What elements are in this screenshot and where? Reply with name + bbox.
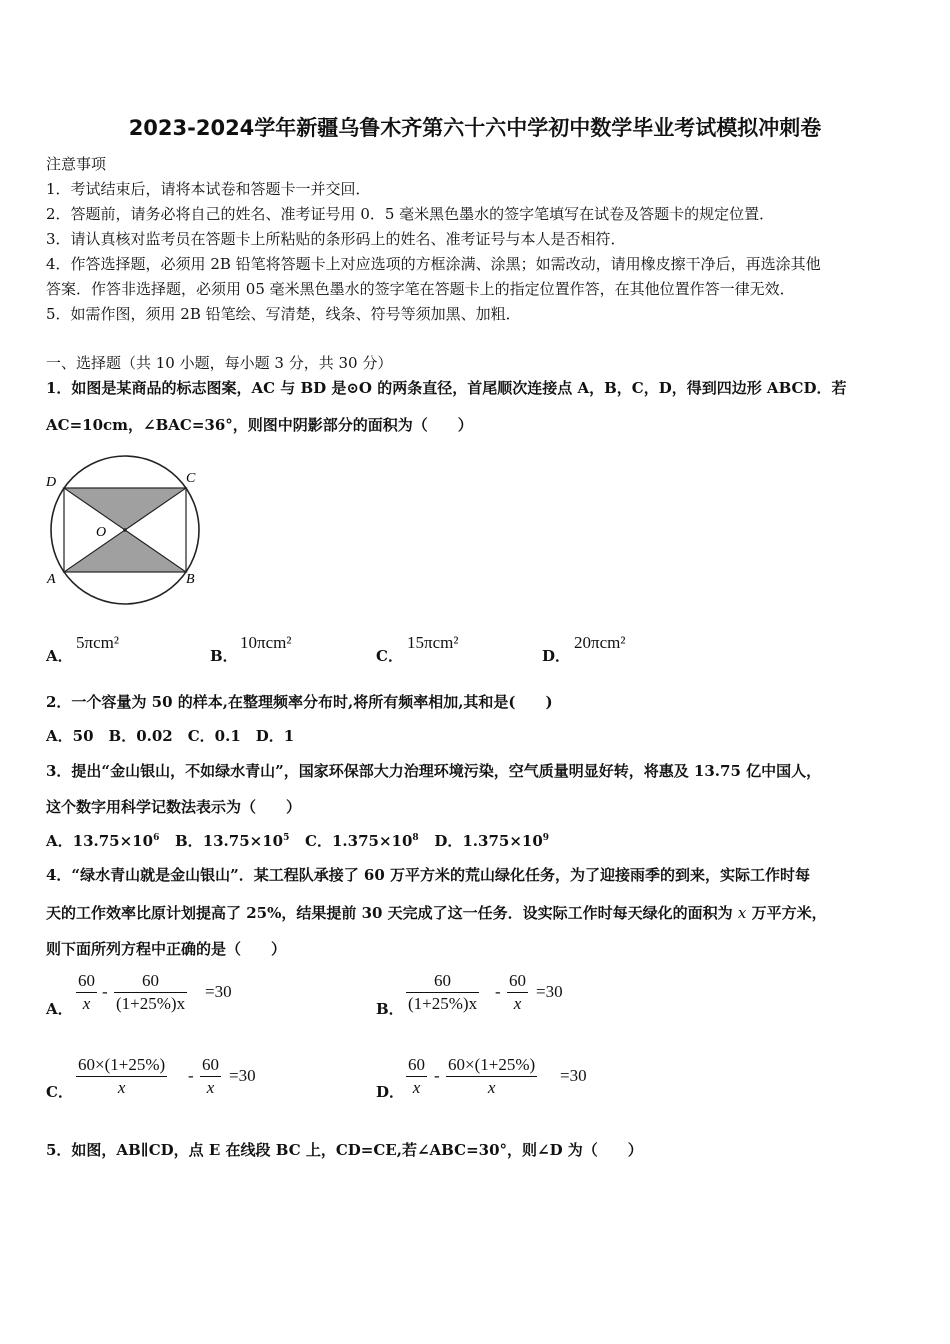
q4-b-f1-num: 60 — [434, 971, 452, 990]
q4-option-a-label: A． — [46, 1000, 73, 1018]
q3-option-b-exp: 5 — [283, 833, 290, 843]
q4-b-fraction2 — [507, 970, 528, 1015]
q1-option-b-label: B． — [210, 647, 238, 665]
notice-item-2: 2．答题前，请务必将自己的姓名、准考证号用 0．5 毫米黑色墨水的签字笔填写在试卷及答题卡的规定位置． — [46, 205, 775, 223]
q1-option-b-value: 10πcm² — [240, 633, 292, 652]
label-c: C — [186, 471, 196, 486]
q4-text-line3: 则下面所列方程中正确的是（ ） — [46, 940, 287, 958]
q3-option-d-label: D． — [434, 832, 463, 850]
q1-text-line1: 1．如图是某商品的标志图案，AC 与 BD 是⊙O 的两条直径，首尾顺次连接点 A，B，C，D，得到四边形 ABCD．若 — [46, 379, 847, 397]
q4-d-minus: - — [434, 1066, 440, 1085]
q3-option-d-exp: 9 — [542, 833, 550, 843]
q4-b-rhs: =30 — [536, 982, 563, 1001]
q4-a-f1-num: 60 — [78, 971, 95, 990]
q4-d-f2-den: x — [487, 1078, 496, 1097]
q4-c-f1-den: x — [117, 1078, 126, 1097]
q4-c-f2-num: 60 — [202, 1055, 219, 1074]
q3-option-a-exp: 6 — [153, 833, 160, 843]
q3-option-c-label: C． — [305, 832, 332, 850]
q4-a-f2-den: (1+25%)x — [116, 994, 186, 1013]
q1-option-c-value: 15πcm² — [407, 633, 459, 652]
q4-text-line2-b: 万平方米， — [751, 904, 827, 922]
q4-c-fraction2 — [200, 1054, 221, 1099]
q3-option-d-base: 1.375×10 — [462, 832, 543, 850]
q4-d-f1-den: x — [412, 1078, 421, 1097]
q1-option-a-label: A． — [46, 647, 73, 665]
q4-c-f2-den: x — [206, 1078, 215, 1097]
q2-text: 2．一个容量为 50 的样本,在整理频率分布时,将所有频率相加,其和是( ) — [46, 693, 553, 711]
notice-item-4-cont: 答案．作答非选择题，必须用 05 毫米黑色墨水的签字笔在答题卡上的指定位置作答，在其他位置作答一律无效． — [46, 280, 795, 298]
q4-d-rhs: =30 — [560, 1066, 587, 1085]
notice-heading: 注意事项 — [46, 155, 107, 173]
q4-variable-x: x — [737, 904, 747, 922]
notice-item-4: 4．作答选择题，必须用 2B 铅笔将答题卡上对应选项的方框涂满、涂黑；如需改动，请用橡皮擦干净后，再选涂其他 — [46, 255, 821, 273]
q4-a-fraction2 — [114, 970, 187, 1015]
q4-c-fraction1 — [76, 1054, 167, 1099]
q4-b-f2-num: 60 — [509, 971, 526, 990]
q3-option-c-base: 1.375×10 — [332, 832, 413, 850]
q4-c-f1-num: 60×(1+25%) — [78, 1055, 166, 1074]
q1-option-d-value: 20πcm² — [574, 633, 626, 652]
q4-c-rhs: =30 — [229, 1066, 256, 1085]
q4-text-line2-a: 天的工作效率比原计划提高了 25%，结果提前 30 天完成了这一任务．设实际工作时每天绿化的面积为 — [46, 904, 733, 922]
q3-text-line1: 3．提出“金山银山，不如绿水青山”，国家环保部大力治理环境污染，空气质量明显好转，将惠及 13.75 亿中国人， — [46, 762, 822, 780]
q3-text-line2: 这个数字用科学记数法表示为（ ） — [46, 798, 302, 816]
q3-option-a-base: 13.75×10 — [72, 832, 154, 850]
notice-item-1: 1．考试结束后，请将本试卷和答题卡一并交回． — [46, 180, 371, 198]
q3-option-b-label: B． — [175, 832, 203, 850]
q4-d-f1-num: 60 — [408, 1055, 425, 1074]
q4-b-minus: - — [495, 982, 501, 1001]
q4-a-fraction1 — [76, 970, 97, 1015]
q4-c-minus: - — [188, 1066, 194, 1085]
q4-b-fraction1 — [406, 970, 479, 1015]
q4-text-line1: 4．“绿水青山就是金山银山”．某工程队承接了 60 万平方米的荒山绿化任务，为了迎接雨季的到来，实际工作时每 — [46, 866, 811, 884]
label-o: O — [96, 525, 107, 540]
page-title: 2023-2024学年新疆乌鲁木齐第六十六中学初中数学毕业考试模拟冲刺卷 — [128, 116, 822, 140]
q1-option-d-label: D． — [542, 647, 571, 665]
q3-option-b-base: 13.75×10 — [202, 832, 284, 850]
q4-a-f2-num: 60 — [142, 971, 160, 990]
q1-option-a-value: 5πcm² — [76, 633, 119, 652]
q4-option-d-label: D． — [376, 1083, 405, 1101]
q3-options — [46, 830, 549, 851]
shaded-triangle-top — [64, 488, 186, 530]
q4-a-f1-den: x — [82, 994, 91, 1013]
label-d: D — [46, 475, 57, 490]
q4-d-fraction1 — [406, 1054, 427, 1099]
q3-option-a-label: A． — [46, 832, 73, 850]
q4-a-rhs: =30 — [205, 982, 232, 1001]
q4-d-fraction2 — [446, 1054, 537, 1099]
q4-a-minus: - — [102, 982, 108, 1001]
q1-figure — [40, 450, 215, 615]
q3-option-c-exp: 8 — [412, 833, 419, 843]
q1-text-line2: AC=10cm，∠BAC=36°，则图中阴影部分的面积为（ ） — [46, 416, 473, 434]
q4-b-f1-den: (1+25%)x — [408, 994, 478, 1013]
q4-b-f2-den: x — [513, 994, 522, 1013]
notice-item-3: 3．请认真核对监考员在答题卡上所粘贴的条形码上的姓名、准考证号与本人是否相符． — [46, 230, 626, 248]
q1-option-c-label: C． — [376, 647, 403, 665]
section-heading: 一、选择题（共 10 小题，每小题 3 分，共 30 分） — [46, 354, 393, 372]
q5-text: 5．如图，AB∥CD，点 E 在线段 BC 上，CD=CE,若∠ABC=30°，则∠D 为（ ） — [46, 1141, 643, 1159]
label-a: A — [47, 572, 56, 587]
label-b: B — [186, 572, 195, 587]
q4-option-b-label: B． — [376, 1000, 404, 1018]
q4-option-c-label: C． — [46, 1083, 73, 1101]
q4-d-f2-num: 60×(1+25%) — [448, 1055, 536, 1074]
center-point — [123, 528, 127, 532]
notice-item-5: 5．如需作图，须用 2B 铅笔绘、写清楚，线条、符号等须加黑、加粗． — [46, 305, 521, 323]
q4-text-line2 — [46, 902, 827, 923]
q2-options: A．50 B．0.02 C．0.1 D．1 — [46, 727, 295, 745]
shaded-triangle-bottom — [64, 530, 186, 572]
